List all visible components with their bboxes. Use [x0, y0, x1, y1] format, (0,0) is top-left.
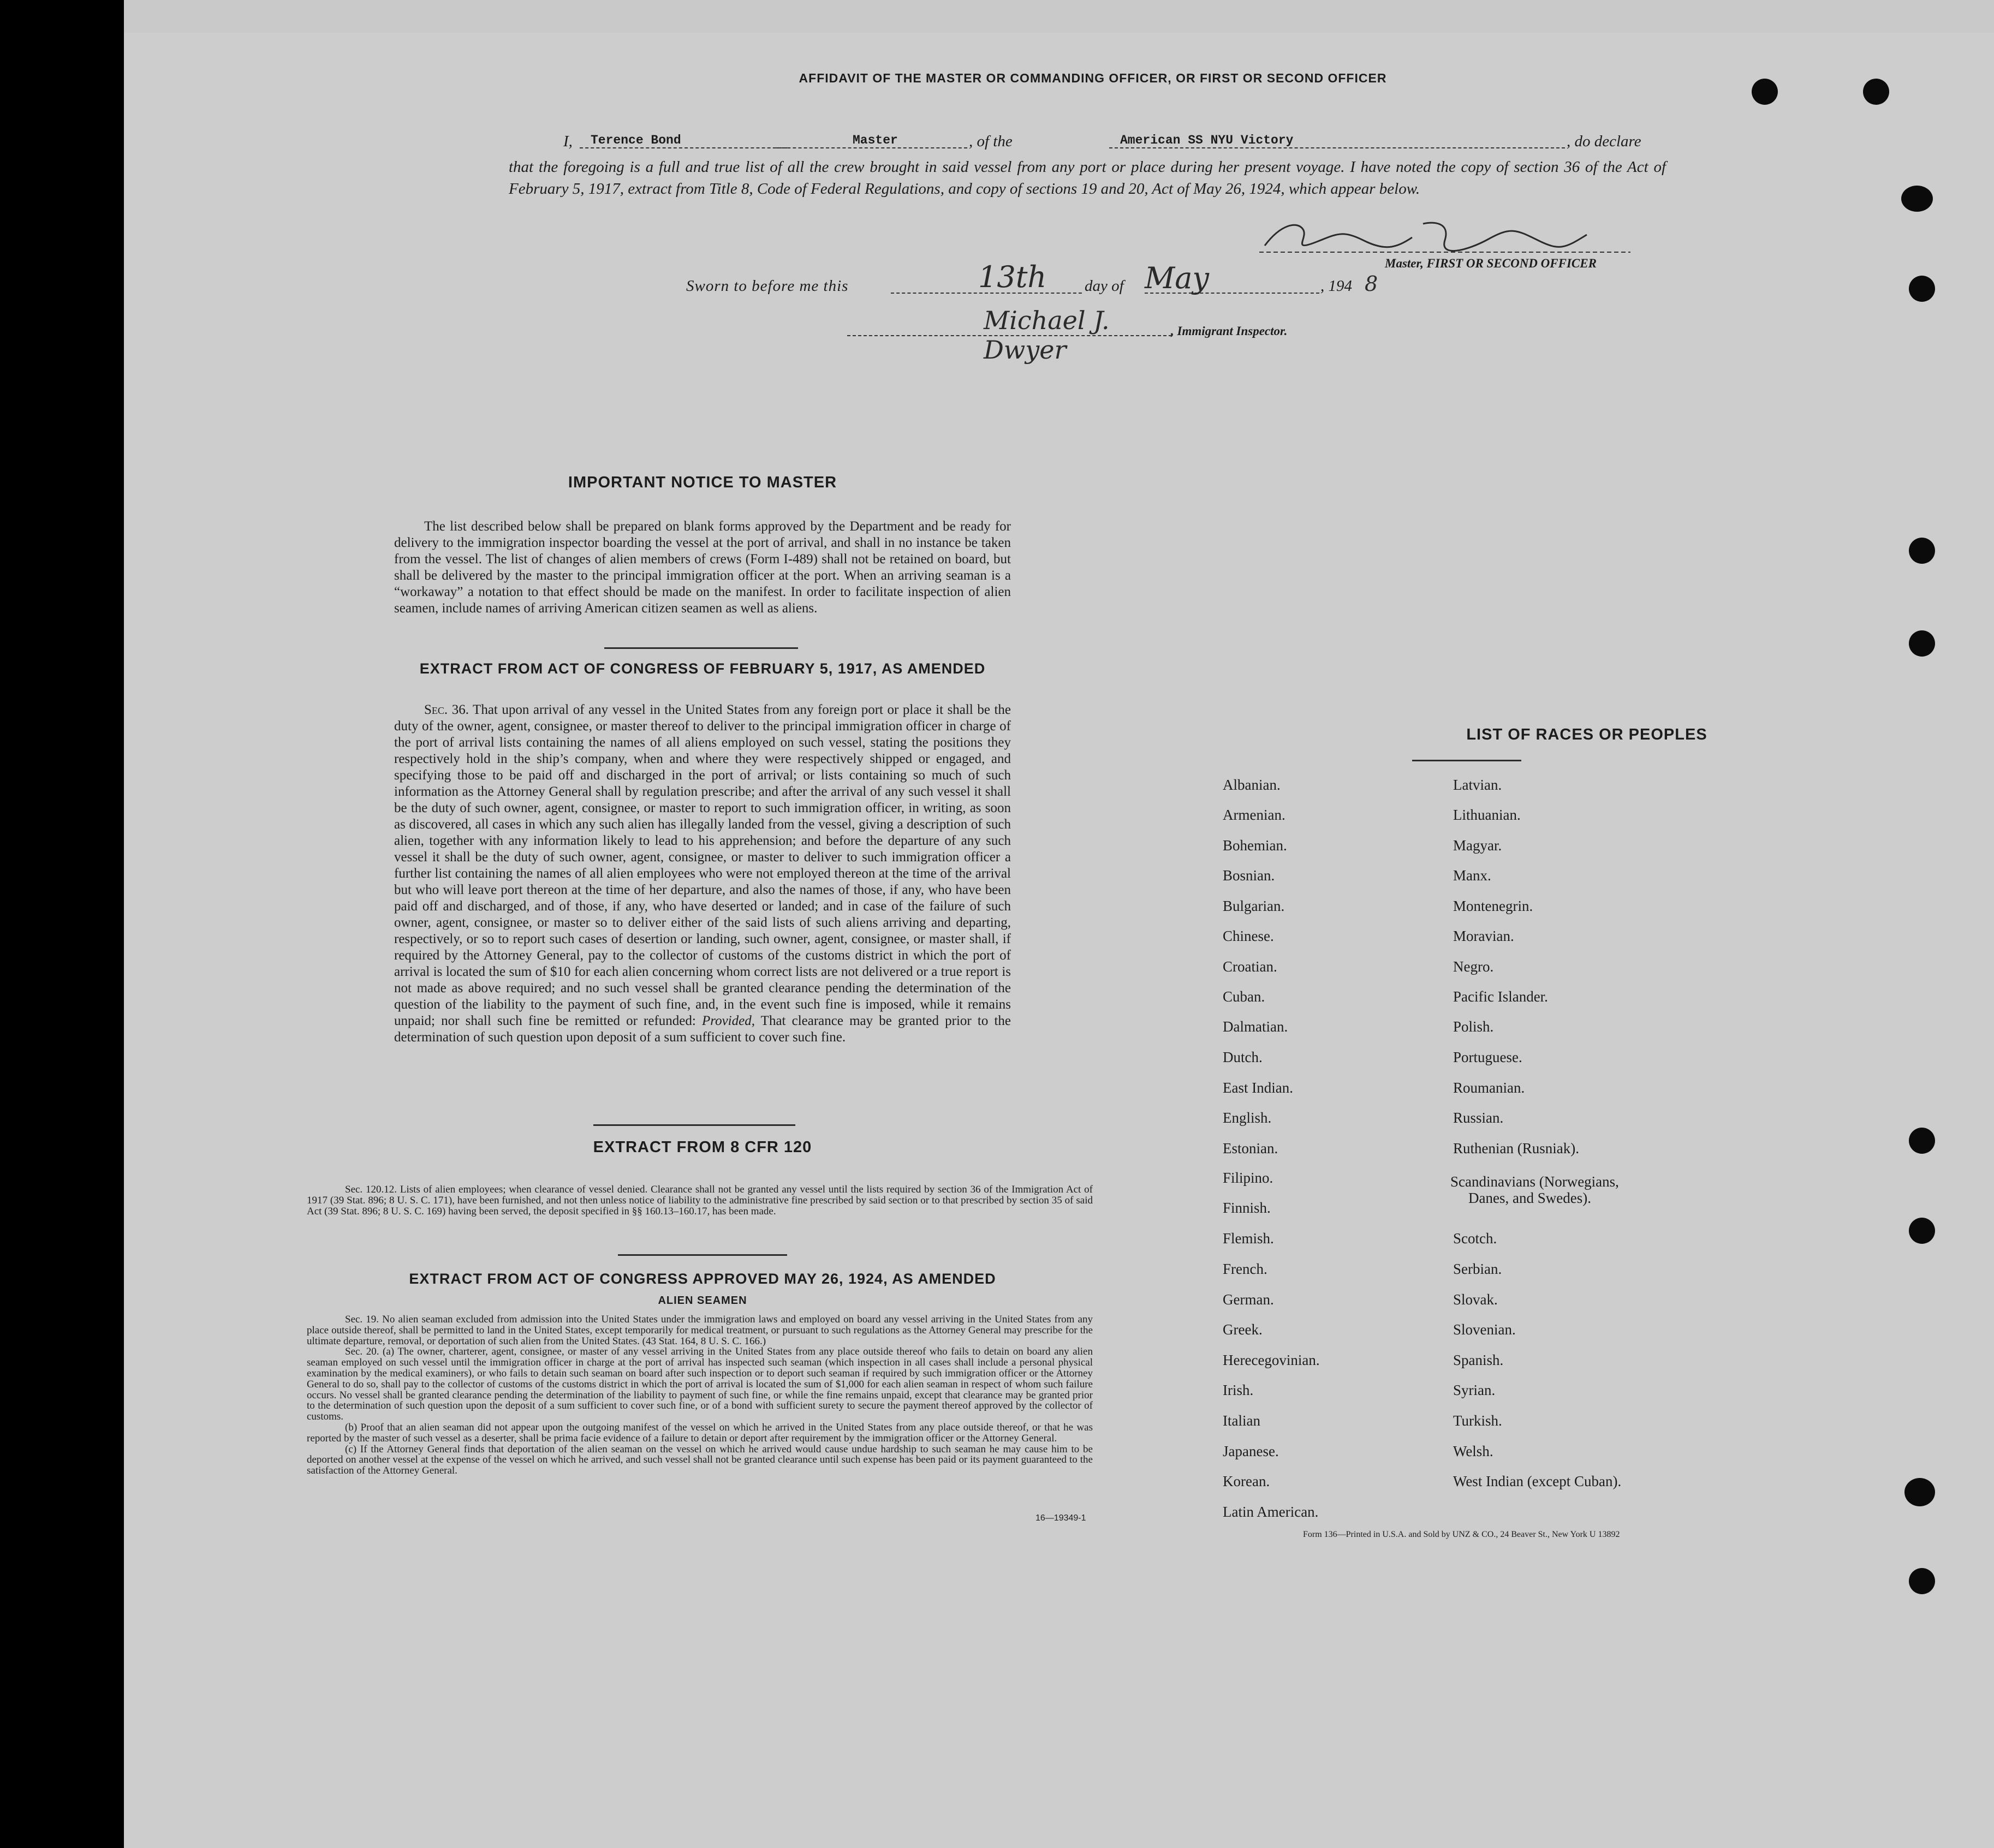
race-item: Chinese. [1223, 928, 1274, 944]
sworn-month-value: May [1145, 261, 1209, 295]
race-item: Greek. [1223, 1321, 1263, 1338]
race-item: Portuguese. [1453, 1049, 1522, 1065]
extract-1924-text [307, 1314, 1093, 1476]
race-item: Bosnian. [1223, 867, 1275, 884]
master-signature [1259, 218, 1630, 258]
punch-hole [1904, 1478, 1935, 1506]
sec-36-label: Sec. 36. [424, 702, 469, 717]
race-item: Irish. [1223, 1382, 1254, 1398]
race-item: Slovak. [1453, 1291, 1498, 1308]
race-item: Dalmatian. [1223, 1018, 1288, 1035]
punch-hole [1909, 630, 1935, 657]
of-the-text: , of the [969, 133, 1013, 150]
punch-hole [1909, 1568, 1935, 1594]
year-prefix: , 194 [1320, 277, 1352, 295]
race-item: Russian. [1453, 1110, 1504, 1126]
race-item: Herecegovinian. [1223, 1352, 1320, 1368]
race-item: Italian [1223, 1412, 1260, 1429]
punch-hole [1863, 79, 1889, 105]
race-item: Dutch. [1223, 1049, 1263, 1065]
punch-hole [1901, 186, 1933, 212]
race-item: Danes, and Swedes). [1468, 1190, 1591, 1206]
sec-20a-text: Sec. 20. (a) The owner, charterer, agent, consignee, or master of any vessel arriving in the United States from any place outside thereof who fails to detain on board any alien seaman employed on such vessel until the immigration officer in charge at the port of arrival has inspected such seaman (which inspection in all cases shall include a personal physical examination by the medical examiners), or who fails to detain such seaman on board after such inspection or to deport such seaman if required by such immigration officer or the Attorney General to do so, shall pay to the collector of customs of the customs district in which the port of arrival is located the sum of $1,000 for each alien seaman in respect of whom such failure occurs. No vessel shall be granted clearance pending the determination of the liability to payment of such fine, or while the fine remains unpaid, except that clearance may be granted prior to the determination of such question upon the deposit of a sum sufficient to cover such fine, or of a bond with sufficient surety to secure the payment thereof approved by the collector of customs. [307, 1346, 1093, 1423]
declaration-text: that the foregoing is a full and true list of all the crew brought in said vessel from any port or place during her present voyage. I have noted the copy of section 36 of the Act of February 5, 1917, extract from Title 8, Code of Federal Regulations, and copy of sections 19 and 20, Act of May 26, 1924, which appear below. [509, 158, 1666, 198]
race-item: Finnish. [1223, 1200, 1271, 1216]
race-item: Scotch. [1453, 1230, 1497, 1247]
race-item: Montenegrin. [1453, 898, 1533, 914]
provided-word: Provided, [702, 1014, 755, 1028]
divider [1412, 760, 1521, 761]
race-item: Magyar. [1453, 837, 1502, 854]
races-title: LIST OF RACES OR PEOPLES [1466, 726, 1707, 743]
sec-36-tail: That clearance may be granted prior to the determination of such question upon deposit of a sum sufficient to cover such fine. [394, 1014, 1011, 1045]
punch-hole [1909, 1218, 1935, 1244]
race-item: Japanese. [1223, 1443, 1279, 1459]
master-name-field: Terence Bond [580, 133, 787, 148]
sworn-month-field [1145, 261, 1319, 295]
document-page [124, 0, 1994, 1848]
affidavit-title: AFFIDAVIT OF THE MASTER OR COMMANDING OFFICER, OR FIRST OR SECOND OFFICER [799, 71, 1387, 85]
divider [618, 1254, 787, 1256]
notice-title: IMPORTANT NOTICE TO MASTER [568, 474, 837, 491]
punch-hole [1909, 276, 1935, 302]
signature-caption: Master, FIRST OR SECOND OFFICER [1385, 257, 1597, 270]
race-item: Serbian. [1453, 1261, 1502, 1277]
extract-cfr-text: Sec. 120.12. Lists of alien employees; when clearance of vessel denied. Clearance shall not be granted any vessel until the lists required by section 36 of the Immigration Act of 1917 (39 Stat. 896; 8 U. S. C. 171), have been furnished, and not then unless notice of liability to the administrative fine prescribed by said section or to that prescribed by section 35 of said Act (39 Stat. 896; 8 U. S. C. 169) having been served, the deposit specified in §§ 160.13–160.17, has been made. [307, 1184, 1093, 1217]
inspector-signature: Michael J. Dwyer [984, 306, 1110, 365]
rank-field: Master [776, 133, 967, 148]
extract-1917-title: EXTRACT FROM ACT OF CONGRESS OF FEBRUARY 5, 1917, AS AMENDED [419, 660, 986, 677]
race-item: Roumanian. [1453, 1080, 1525, 1096]
sec-19-text: Sec. 19. No alien seaman excluded from admission into the United States under the immigration laws and employed on board any vessel arriving in the United States from any place outside thereof, shall be permitted to land in the United States, except temporarily for medical treatment, or pursuant to such regulations as the Attorney General may prescribe for the ultimate departure, removal, or deportation of such alien from the United States. (43 Stat. 164, 8 U. S. C. 166.) [307, 1314, 1093, 1347]
race-item: Estonian. [1223, 1140, 1278, 1157]
race-item: German. [1223, 1291, 1274, 1308]
sworn-day-value: 13th [978, 260, 1047, 294]
race-item: Bohemian. [1223, 837, 1287, 854]
race-item: East Indian. [1223, 1080, 1293, 1096]
sec-20c-text: (c) If the Attorney General finds that deportation of the alien seaman on the vessel on which he arrived would cause undue hardship to such seaman he may cause him to be deported on another vessel at the expense of the vessel on which he arrived, and such vessel shall not be granted clearance until such expense has been paid or its payment guaranteed to the satisfaction of the Attorney General. [307, 1443, 1093, 1477]
race-item: Lithuanian. [1453, 807, 1521, 823]
race-item: Scandinavians (Norwegians, [1450, 1173, 1619, 1190]
race-item: Latin American. [1223, 1504, 1319, 1520]
race-item: Turkish. [1453, 1412, 1502, 1429]
extract-1917-text [394, 702, 1011, 1046]
notice-text: The list described below shall be prepared on blank forms approved by the Department and be ready for delivery to the immigration inspector boarding the vessel at the port of arrival, and shall in no instance be taken from the vessel. The list of changes of alien members of crews (Form I-489) shall not be retained on board, but shall be delivered by the master to the principal immigration officer at the port. When an arriving seaman is a “workaway” a notation to that effect should be made on the manifest. In order to facilitate inspection of alien seamen, include names of arriving American citizen seamen as well as aliens. [394, 519, 1011, 616]
race-item: Moravian. [1453, 928, 1514, 944]
race-item: Slovenian. [1453, 1321, 1516, 1338]
form-code: 16—19349-1 [1035, 1513, 1086, 1523]
race-item: Armenian. [1223, 807, 1285, 823]
year-suffix: 8 [1365, 272, 1378, 296]
divider [593, 1124, 795, 1126]
sworn-prefix: Sworn to before me this [686, 277, 849, 295]
extract-1924-title: EXTRACT FROM ACT OF CONGRESS APPROVED MAY 26, 1924, AS AMENDED [409, 1271, 996, 1287]
punch-hole [1752, 79, 1778, 105]
extract-1924-subtitle: ALIEN SEAMEN [658, 1295, 747, 1307]
race-item: Filipino. [1223, 1170, 1273, 1186]
sec-20b-text: (b) Proof that an alien seaman did not appear upon the outgoing manifest of the vessel on which he arrived in the United States from any place outside thereof, or that he was reported by the master of such vessel as a deserter, shall be prima facie evidence of a failure to detain or deport after requirement by the immigration officer or the Attorney General. [307, 1421, 1093, 1444]
race-item: English. [1223, 1110, 1272, 1126]
inspector-signature-field [847, 306, 1172, 365]
divider [604, 647, 798, 649]
race-item: Croatian. [1223, 958, 1277, 975]
race-item: Spanish. [1453, 1352, 1504, 1368]
extract-cfr-title: EXTRACT FROM 8 CFR 120 [593, 1138, 812, 1156]
race-item: French. [1223, 1261, 1267, 1277]
race-item: Pacific Islander. [1453, 988, 1548, 1005]
inspector-caption: , Immigrant Inspector. [1171, 324, 1288, 338]
vessel-field: American SS NYU Victory [1109, 133, 1565, 148]
day-of-text: day of [1085, 277, 1124, 295]
sworn-day-field [891, 260, 1082, 294]
punch-hole [1909, 1128, 1935, 1154]
affidavit-pronoun: I, [563, 133, 573, 150]
race-item: Ruthenian (Rusniak). [1453, 1140, 1579, 1157]
race-item: Korean. [1223, 1473, 1270, 1489]
race-item: Cuban. [1223, 988, 1265, 1005]
race-item: Welsh. [1453, 1443, 1493, 1459]
race-item: Albanian. [1223, 777, 1281, 793]
sec-36-body: That upon arrival of any vessel in the United States from any foreign port or place it shall be the duty of the owner, agent, consignee, or master thereof to deliver to the principal immigration officer in charge of the port of arrival lists containing the names of all aliens employed on such vessel, stating the positions they respectively hold in the ship’s company, when and where they were respectively shipped or engaged, and specifying those to be paid off and discharged in the port of arrival; or lists containing so much of such information as the Attorney General shall by regulation prescribe; and after the arrival of any such vessel it shall be the duty of such owner, agent, consignee, or master to report to such immigration officer, in writing, as soon as discovered, all cases in which any such alien has illegally landed from the vessel, giving a description of such alien, together with any information likely to lead to his apprehension; and before the departure of any such vessel it shall be the duty of such owner, agent, consignee, or master to deliver to such immigration officer a further list containing the names of all alien employees who were not employed thereon at the time of the arrival but who will leave port thereon at the time of her departure, and also the names of those, if any, who have been paid off and discharged, and of those, if any, who have deserted or landed; and in case of the failure of such owner, agent, consignee, or master so to deliver either of the said lists of such aliens arriving and departing, respectively, or so to report such cases of desertion or landing, such owner, agent, consignee, or master shall, if required by the Attorney General, pay to the collector of customs of the customs district in which the port of arrival is located the sum of $10 for each alien concerning whom correct lists are not delivered or a true report is not made as above required; and no such vessel shall be granted clearance pending the determination of the question of the liability to the payment of such fine, and, in the event such fine is imposed, while it remains unpaid; nor shall such fine be remitted or refunded: [394, 702, 1011, 1028]
race-item: Bulgarian. [1223, 898, 1285, 914]
race-item: Flemish. [1223, 1230, 1274, 1247]
do-declare-text: , do declare [1567, 133, 1641, 150]
printer-footer: Form 136—Printed in U.S.A. and Sold by UNZ & CO., 24 Beaver St., New York U 13892 [1303, 1530, 1620, 1539]
punch-hole [1909, 538, 1935, 564]
race-item: Syrian. [1453, 1382, 1496, 1398]
race-item: Latvian. [1453, 777, 1502, 793]
race-item: Negro. [1453, 958, 1494, 975]
race-item: Manx. [1453, 867, 1491, 884]
race-item: Polish. [1453, 1018, 1494, 1035]
race-item: West Indian (except Cuban). [1453, 1473, 1622, 1489]
